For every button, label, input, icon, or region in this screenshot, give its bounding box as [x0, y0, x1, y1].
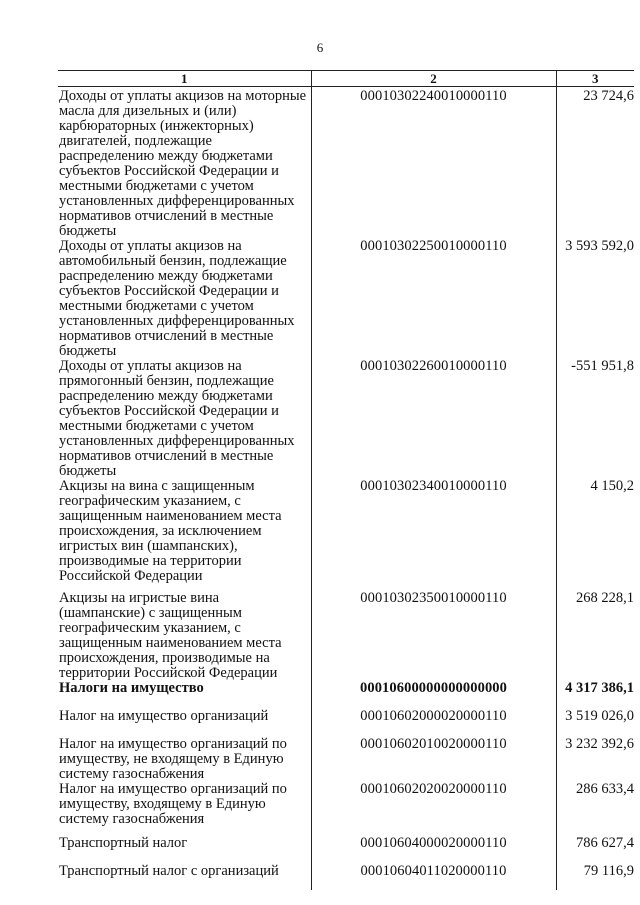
table-row [58, 681, 634, 709]
row-value-cell: 23 724,6 [556, 87, 634, 240]
table-row [58, 864, 634, 890]
row-code-cell: 00010302340010000110 [311, 479, 556, 591]
table-body [58, 87, 634, 891]
table-row [58, 782, 634, 836]
row-value-cell: 4 150,2 [556, 479, 634, 591]
row-value-cell: 79 116,9 [556, 864, 634, 890]
table-row [58, 359, 634, 479]
row-value-cell: -551 951,8 [556, 359, 634, 479]
row-value-cell: 786 627,4 [556, 836, 634, 864]
table-row [58, 836, 634, 864]
row-code-cell: 00010302350010000110 [311, 591, 556, 681]
row-name-cell: Налоги на имущество [59, 680, 204, 696]
table-row [58, 479, 634, 591]
table-row [58, 737, 634, 782]
row-value-cell: 3 232 392,6 [556, 737, 634, 782]
row-value-cell: 3 519 026,0 [556, 709, 634, 737]
row-code-cell: 00010604011020000110 [311, 864, 556, 890]
row-code-cell: 00010604000020000110 [311, 836, 556, 864]
row-value-cell: 286 633,4 [556, 782, 634, 836]
row-name-cell: Транспортный налог с организаций [59, 863, 279, 879]
column-header-1: 1 [58, 71, 311, 87]
row-name-cell: Доходы от уплаты акцизов на прямогонный бензин, подлежащие распределению между бюджетами субъектов Российской Федерации и местными бюджетами с учетом установленных дифференцированных нормативов отчислений в местные бюджеты [59, 358, 295, 479]
row-name-cell: Акцизы на вина с защищенным географическим указанием, с защищенным наименованием места происхождения, за исключением игристых вин (шампанских), производимые на территории Российской Федерации [59, 478, 282, 584]
row-name-cell: Налог на имущество организаций [59, 708, 269, 724]
row-code-cell: 00010602000020000110 [311, 709, 556, 737]
budget-income-table [58, 70, 634, 890]
table-row [58, 239, 634, 359]
row-code-cell: 00010302250010000110 [311, 239, 556, 359]
column-header-3: 3 [556, 71, 634, 87]
row-value-cell: 4 317 386,1 [556, 681, 634, 709]
row-code-cell: 00010602010020000110 [311, 737, 556, 782]
row-name-cell: Доходы от уплаты акцизов на автомобильный бензин, подлежащие распределению между бюджетами субъектов Российской Федерации и местными бюджетами с учетом установленных дифференцированных нормативов отчислений в местные бюджеты [59, 238, 295, 359]
column-header-2: 2 [311, 71, 556, 87]
row-name-cell: Транспортный налог [59, 835, 188, 851]
table-row [58, 591, 634, 681]
row-code-cell: 00010600000000000000 [311, 681, 556, 709]
row-value-cell: 268 228,1 [556, 591, 634, 681]
table-row [58, 87, 634, 240]
row-code-cell: 00010302240010000110 [311, 87, 556, 240]
table-row [58, 709, 634, 737]
row-name-cell: Налог на имущество организаций по имуществу, входящему в Единую систему газоснабжения [59, 781, 287, 827]
row-name-cell: Доходы от уплаты акцизов на моторные масла для дизельных и (или) карбюраторных (инжекторных) двигателей, подлежащие распределению между бюджетами субъектов Российской Федерации и местными бюджетами с учетом установленных дифференцированных нормативов отчислений в местные бюджеты [59, 88, 307, 239]
row-value-cell: 3 593 592,0 [556, 239, 634, 359]
table-header-row [58, 71, 634, 87]
page-number: 6 [316, 40, 324, 55]
budget-table-container [58, 70, 634, 890]
row-code-cell: 00010302260010000110 [311, 359, 556, 479]
row-code-cell: 00010602020020000110 [311, 782, 556, 836]
row-name-cell: Налог на имущество организаций по имуществу, не входящему в Единую систему газоснабжения [59, 736, 287, 782]
row-name-cell: Акцизы на игристые вина (шампанские) с защищенным географическим указанием, с защищенным наименованием места происхождения, производимые на территории Российской Федерации [59, 590, 282, 681]
